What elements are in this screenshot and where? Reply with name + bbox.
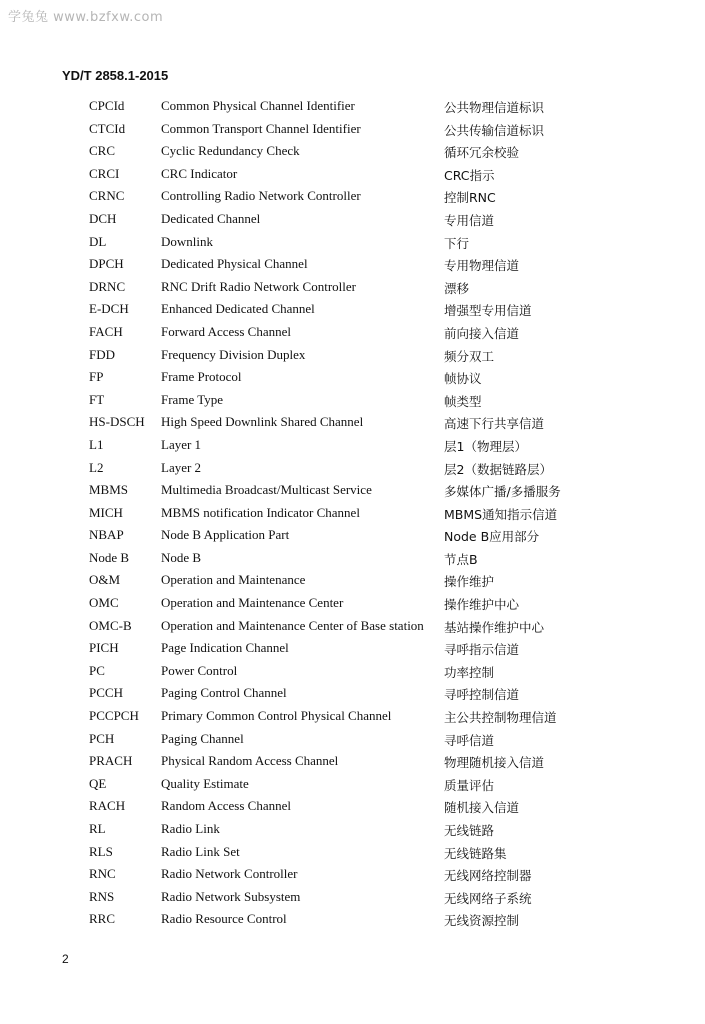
term-row (0, 502, 705, 525)
term-abbreviation: CPCId (89, 98, 125, 113)
term-chinese: Node B应用部分 (444, 529, 540, 545)
term-abbreviation: RRC (89, 911, 116, 927)
term-row (0, 366, 705, 389)
term-row (0, 750, 705, 773)
term-english: Common Physical Channel Identifier (161, 98, 355, 113)
term-chinese: 专用信道 (444, 212, 495, 228)
term-chinese: 控制RNC (444, 190, 496, 206)
term-english: Radio Network Controller (161, 866, 298, 882)
term-english: Frame Type (161, 391, 224, 407)
term-abbreviation: DL (89, 233, 107, 249)
term-english: Paging Channel (161, 730, 244, 746)
term-row (0, 344, 705, 367)
term-abbreviation: CTCId (89, 120, 126, 136)
term-chinese: 基站操作维护中心 (444, 619, 545, 635)
term-english: Radio Link Set (161, 843, 240, 859)
term-chinese: 操作维护中心 (444, 597, 520, 613)
term-abbreviation: FP (89, 369, 104, 385)
term-english: Layer 1 (161, 436, 202, 452)
term-row (0, 479, 705, 502)
term-abbreviation: FACH (89, 323, 123, 339)
term-row (0, 411, 705, 434)
term-chinese: 帧协议 (444, 371, 482, 387)
term-chinese: 寻呼信道 (444, 732, 495, 748)
term-abbreviation: RLS (89, 843, 113, 859)
term-chinese: MBMS通知指示信道 (444, 506, 558, 522)
term-abbreviation: RACH (89, 798, 126, 814)
term-english: Multimedia Broadcast/Multicast Service (161, 482, 372, 498)
term-chinese: 循环冗余校验 (444, 145, 520, 161)
term-row (0, 841, 705, 864)
term-row (0, 795, 705, 818)
term-english: Quality Estimate (161, 775, 249, 791)
term-english: Frequency Division Duplex (161, 346, 306, 362)
term-chinese: 质量评估 (444, 777, 495, 793)
term-abbreviation: HS-DSCH (89, 414, 145, 430)
term-english: Radio Network Subsystem (161, 888, 301, 904)
term-row (0, 886, 705, 909)
term-abbreviation: L1 (89, 436, 104, 452)
term-row (0, 298, 705, 321)
term-abbreviation: OMC-B (89, 617, 132, 633)
term-row (0, 908, 705, 931)
term-english: Dedicated Physical Channel (161, 256, 308, 272)
term-chinese: 无线链路 (444, 823, 495, 838)
term-abbreviation: FDD (89, 346, 116, 362)
term-chinese: 多媒体广播/多播服务 (444, 484, 561, 500)
term-english: Paging Control Channel (161, 685, 287, 701)
term-row (0, 615, 705, 638)
term-chinese: 节点B (444, 551, 478, 567)
term-row (0, 163, 705, 186)
term-row (0, 728, 705, 751)
term-abbreviation: QE (89, 775, 107, 791)
term-abbreviation: Node B (89, 549, 130, 565)
term-english: Enhanced Dedicated Channel (161, 301, 315, 317)
term-english: Controlling Radio Network Controller (161, 188, 361, 204)
term-chinese: 专用物理信道 (444, 258, 520, 274)
term-english: Layer 2 (161, 459, 202, 475)
term-chinese: 操作维护 (444, 574, 495, 590)
term-abbreviation: O&M (89, 572, 121, 588)
term-abbreviation: PCCH (89, 685, 123, 701)
term-row (0, 118, 705, 141)
term-english: Operation and Maintenance (161, 572, 306, 588)
term-row (0, 592, 705, 615)
term-abbreviation: FT (89, 391, 105, 407)
term-row (0, 773, 705, 796)
term-chinese: 下行 (444, 235, 470, 251)
term-row (0, 434, 705, 457)
term-abbreviation: CRC (89, 143, 116, 159)
term-english: Frame Protocol (161, 369, 242, 385)
term-chinese: 层2（数据链路层） (444, 461, 552, 477)
term-english: Radio Link (161, 821, 220, 836)
term-row (0, 818, 705, 841)
term-abbreviation: L2 (89, 459, 104, 475)
term-row (0, 660, 705, 683)
term-chinese: 前向接入信道 (444, 325, 520, 341)
term-row (0, 185, 705, 208)
term-chinese: 随机接入信道 (444, 800, 520, 816)
term-chinese: 无线网络子系统 (444, 890, 532, 906)
term-abbreviation: OMC (89, 595, 119, 611)
term-abbreviation: PICH (89, 640, 119, 656)
term-abbreviation: DRNC (89, 278, 126, 294)
term-row (0, 569, 705, 592)
term-chinese: 层1（物理层） (444, 438, 527, 454)
term-abbreviation: DPCH (89, 256, 124, 272)
term-row (0, 208, 705, 231)
term-chinese: 频分双工 (444, 348, 495, 364)
term-english: Forward Access Channel (161, 323, 291, 339)
term-row (0, 95, 705, 118)
watermark-text: 学兔兔 www.bzfxw.com (8, 10, 164, 25)
term-english: RNC Drift Radio Network Controller (161, 278, 356, 294)
term-english: High Speed Downlink Shared Channel (161, 414, 364, 430)
term-chinese: 主公共控制物理信道 (444, 710, 557, 726)
page-number: 2 (62, 952, 69, 966)
term-row (0, 637, 705, 660)
term-row (0, 547, 705, 570)
term-row (0, 389, 705, 412)
term-english: Common Transport Channel Identifier (161, 120, 361, 136)
term-chinese: 高速下行共享信道 (444, 416, 545, 432)
term-row (0, 321, 705, 344)
term-chinese: CRC指示 (444, 167, 495, 183)
term-english: CRC Indicator (161, 165, 238, 181)
term-row (0, 140, 705, 163)
term-row (0, 863, 705, 886)
term-abbreviation: NBAP (89, 527, 124, 543)
term-english: MBMS notification Indicator Channel (161, 504, 360, 520)
term-abbreviation: PC (89, 662, 105, 678)
term-abbreviation: PCCPCH (89, 708, 139, 724)
term-row (0, 253, 705, 276)
abbreviation-list (0, 95, 705, 931)
term-abbreviation: E-DCH (89, 301, 129, 317)
term-chinese: 无线网络控制器 (444, 868, 532, 884)
term-english: Primary Common Control Physical Channel (161, 708, 392, 724)
term-abbreviation: CRNC (89, 188, 125, 204)
term-abbreviation: MICH (89, 504, 123, 520)
term-row (0, 231, 705, 254)
term-chinese: 无线资源控制 (444, 913, 520, 929)
term-chinese: 寻呼指示信道 (444, 642, 520, 658)
term-english: Page Indication Channel (161, 640, 289, 656)
term-abbreviation: DCH (89, 210, 117, 226)
term-row (0, 705, 705, 728)
term-english: Physical Random Access Channel (161, 753, 339, 769)
term-abbreviation: RNC (89, 866, 116, 882)
term-english: Node B Application Part (161, 527, 290, 543)
term-abbreviation: MBMS (89, 482, 129, 498)
term-english: Dedicated Channel (161, 210, 261, 226)
term-chinese: 公共物理信道标识 (444, 100, 545, 115)
term-abbreviation: PRACH (89, 753, 133, 769)
term-english: Cyclic Redundancy Check (161, 143, 300, 159)
term-abbreviation: CRCI (89, 165, 120, 181)
term-english: Operation and Maintenance Center of Base station (161, 617, 424, 633)
term-english: Random Access Channel (161, 798, 291, 814)
term-chinese: 帧类型 (444, 393, 482, 409)
term-chinese: 寻呼控制信道 (444, 687, 520, 703)
term-chinese: 漂移 (444, 280, 470, 296)
term-english: Power Control (161, 662, 238, 678)
term-chinese: 增强型专用信道 (444, 303, 532, 319)
term-row (0, 276, 705, 299)
term-chinese: 物理随机接入信道 (444, 755, 545, 771)
term-english: Node B (161, 549, 202, 565)
term-row (0, 524, 705, 547)
term-chinese: 公共传输信道标识 (444, 122, 545, 138)
standard-number-header: YD/T 2858.1-2015 (62, 68, 169, 83)
term-abbreviation: PCH (89, 730, 115, 746)
term-english: Radio Resource Control (161, 911, 287, 927)
term-row (0, 457, 705, 480)
term-english: Operation and Maintenance Center (161, 595, 344, 611)
term-english: Downlink (161, 233, 213, 249)
term-abbreviation: RNS (89, 888, 115, 904)
term-chinese: 无线链路集 (444, 845, 507, 861)
term-abbreviation: RL (89, 821, 106, 836)
term-row (0, 682, 705, 705)
term-chinese: 功率控制 (444, 664, 495, 680)
